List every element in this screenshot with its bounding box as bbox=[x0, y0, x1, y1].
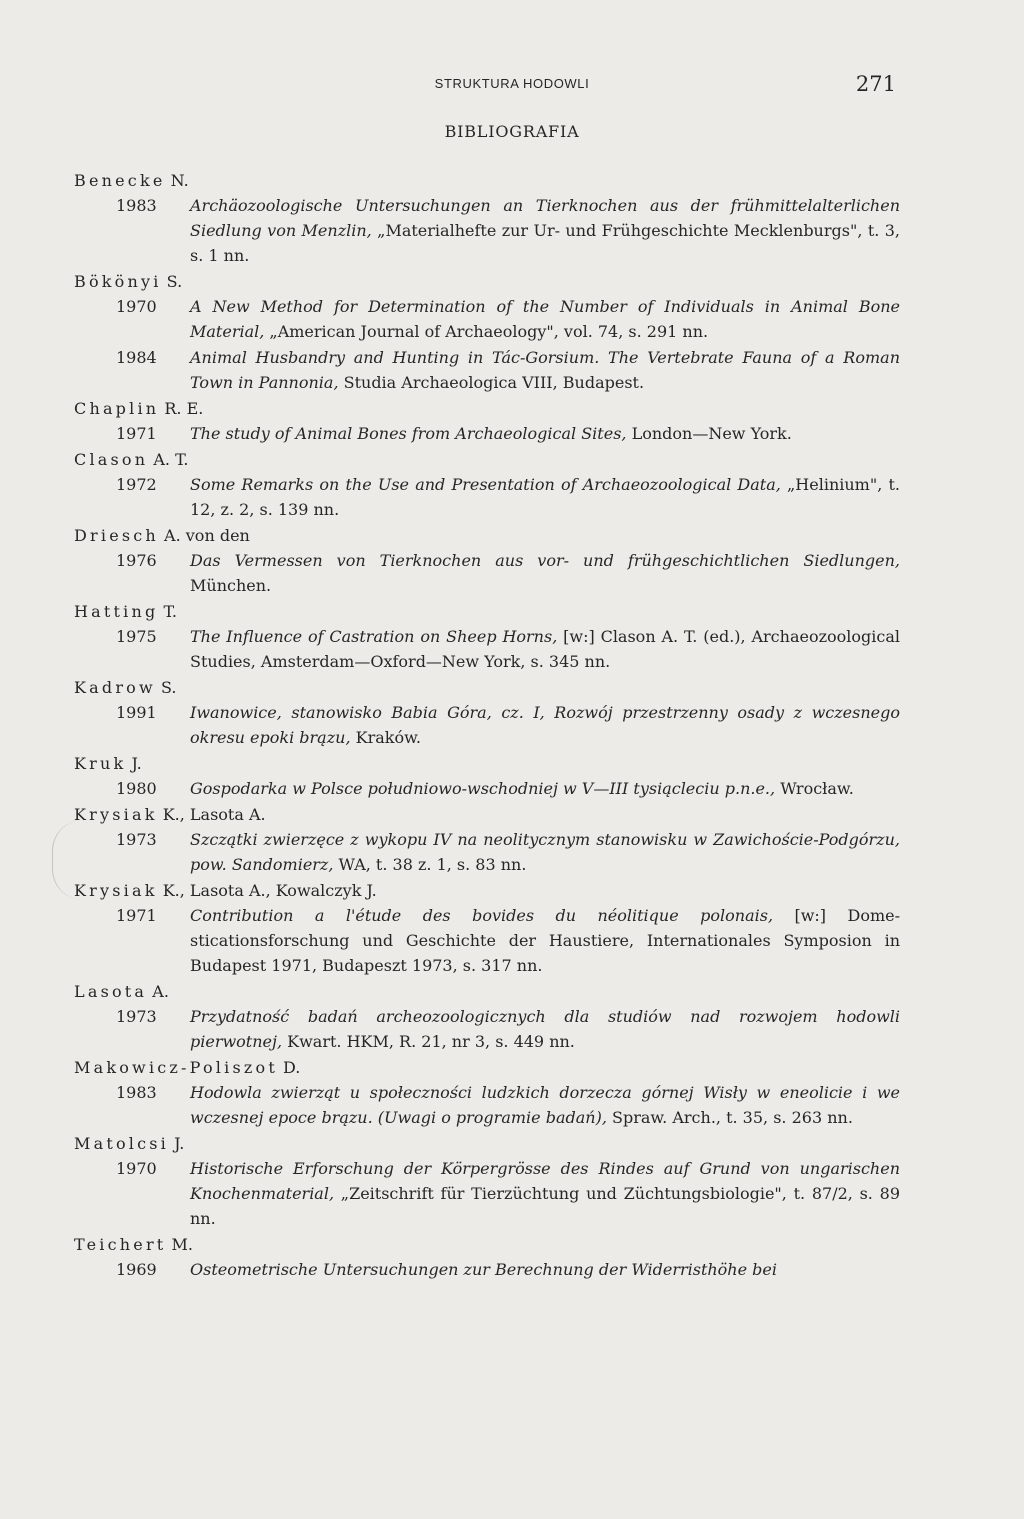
entry-year: 1991 bbox=[116, 703, 157, 722]
entry-details: „Helinium", t. 12, z. 2, s. 139 nn. bbox=[190, 475, 900, 519]
entry-text bbox=[160, 472, 900, 522]
author-heading bbox=[74, 1232, 900, 1257]
bibliography-entry bbox=[74, 1156, 900, 1231]
author-initials: S. bbox=[155, 678, 177, 697]
entry-text bbox=[160, 421, 900, 446]
author-initials: S. bbox=[161, 272, 183, 291]
author-surname: Kruk bbox=[74, 754, 127, 773]
author-initials: A. von den bbox=[158, 526, 250, 545]
bibliography-entry bbox=[74, 903, 900, 978]
entry-title: Szczątki zwierzęce z wykopu IV na neolitycznym stanowisku w Zawichoście-Podgórzu, pow. Sandomierz, bbox=[190, 830, 900, 874]
entry-title: Iwanowice, stanowisko Babia Góra, cz. I, Rozwój przestrzenny osady z wczesnego okresu epoki brązu, bbox=[190, 703, 900, 747]
entry-details: München. bbox=[190, 576, 272, 595]
entry-text bbox=[160, 193, 900, 268]
entry-title: Gospodarka w Polsce południowo-wschodniej w V—III tysiącleciu p.n.e., bbox=[190, 779, 776, 798]
entry-details: Wrocław. bbox=[775, 779, 854, 798]
entry-details: Kraków. bbox=[350, 728, 421, 747]
entry-title: Some Remarks on the Use and Presentation of Archaeozoological Data, bbox=[190, 475, 781, 494]
entry-title: Archäozoologische Untersuchungen an Tierknochen aus der frühmittelalterlichen Siedlung von Menzlin, bbox=[190, 196, 900, 240]
author-surname: Chaplin bbox=[74, 399, 160, 418]
section-heading: BIBLIOGRAFIA bbox=[444, 122, 580, 141]
entry-text bbox=[160, 294, 900, 344]
author-surname: Krysiak bbox=[74, 805, 158, 824]
entry-year: 1973 bbox=[116, 1007, 157, 1026]
author-initials: J. bbox=[126, 754, 142, 773]
entry-year: 1971 bbox=[116, 906, 157, 925]
entry-title: The Influence of Castration on Sheep Horns, bbox=[190, 627, 558, 646]
entry-title: Historische Erforschung der Körpergrösse des Rindes auf Grund von ungarischen Knochenmaterial, bbox=[190, 1159, 900, 1203]
entry-title: The study of Animal Bones from Archaeological Sites, bbox=[190, 424, 627, 443]
author-surname: Matolcsi bbox=[74, 1134, 169, 1153]
author-heading bbox=[74, 168, 900, 193]
author-initials: K., Lasota A. bbox=[157, 805, 266, 824]
entry-text bbox=[160, 700, 900, 750]
entry-year: 1983 bbox=[116, 1083, 157, 1102]
entry-details: „Materialhefte zur Ur- und Frühgeschichte Mecklenburgs", t. 3, s. 1 nn. bbox=[190, 221, 901, 265]
author-heading bbox=[74, 751, 900, 776]
entry-details: [w:] Clason A. T. (ed.), Archaeozoological Studies, Amsterdam—Oxford—New York, s. 345 nn. bbox=[190, 627, 900, 671]
bibliography-entry bbox=[74, 421, 900, 446]
bibliography-entry bbox=[74, 700, 900, 750]
author-initials: J. bbox=[169, 1134, 185, 1153]
author-heading bbox=[74, 269, 900, 294]
entry-details: [w:] Domesticationsforschung und Geschichte der Haustiere, Internationales Symposion in Budapest 1971, Budapeszt 1973, s. 317 nn. bbox=[190, 906, 901, 975]
entry-year: 1980 bbox=[116, 779, 157, 798]
author-initials: M. bbox=[166, 1235, 193, 1254]
author-initials: A. bbox=[147, 982, 169, 1001]
entry-details: WA, t. 38 z. 1, s. 83 nn. bbox=[333, 855, 527, 874]
bibliography-entry bbox=[74, 1004, 900, 1054]
bibliography-entry bbox=[74, 1257, 900, 1282]
author-surname: Bökönyi bbox=[74, 272, 162, 291]
entry-title: A New Method for Determination of the Number of Individuals in Animal Bone Material, bbox=[190, 297, 900, 341]
author-surname: Clason bbox=[74, 450, 149, 469]
entry-text bbox=[160, 903, 900, 978]
author-heading bbox=[74, 878, 900, 903]
entry-title: Contribution a l'étude des bovides du néolitique polonais, bbox=[190, 906, 774, 925]
author-initials: T. bbox=[158, 602, 177, 621]
author-surname: Lasota bbox=[74, 982, 148, 1001]
author-initials: R. E. bbox=[159, 399, 204, 418]
author-surname: Teichert bbox=[74, 1235, 167, 1254]
bibliography-entry bbox=[74, 548, 900, 598]
entry-text bbox=[160, 1080, 900, 1130]
author-heading bbox=[74, 599, 900, 624]
entry-text bbox=[160, 827, 900, 877]
bibliography-list bbox=[74, 168, 900, 1283]
entry-details: „Zeitschrift für Tierzüchtung und Züchtungsbiologie", t. 87/2, s. 89 nn. bbox=[190, 1184, 900, 1228]
author-heading bbox=[74, 1131, 900, 1156]
entry-details: Kwart. HKM, R. 21, nr 3, s. 449 nn. bbox=[282, 1032, 575, 1051]
entry-year: 1973 bbox=[116, 830, 157, 849]
author-surname: Driesch bbox=[74, 526, 159, 545]
entry-details: „American Journal of Archaeology", vol. 74, s. 291 nn. bbox=[264, 322, 709, 341]
entry-text bbox=[160, 1004, 900, 1054]
entry-details: Studia Archaeologica VIII, Budapest. bbox=[338, 373, 645, 392]
author-surname: Kadrow bbox=[74, 678, 156, 697]
entry-year: 1971 bbox=[116, 424, 157, 443]
entry-title: Hodowla zwierząt u społeczności ludzkich dorzecza górnej Wisły w eneolicie i we wczesnej epoce brązu. (Uwagi o programie badań), bbox=[190, 1083, 900, 1127]
running-head bbox=[0, 72, 1024, 102]
author-initials: N. bbox=[165, 171, 189, 190]
author-heading bbox=[74, 1055, 900, 1080]
author-heading bbox=[74, 523, 900, 548]
entry-title: Osteometrische Untersuchungen zur Berechnung der Widerristhöhe bei bbox=[190, 1260, 777, 1279]
entry-title: Animal Husbandry and Hunting in Tác-Gorsium. The Vertebrate Fauna of a Roman Town in Pannonia, bbox=[190, 348, 900, 392]
entry-year: 1975 bbox=[116, 627, 157, 646]
bibliography-entry bbox=[74, 827, 900, 877]
bibliography-entry bbox=[74, 776, 900, 801]
entry-year: 1983 bbox=[116, 196, 157, 215]
running-title: STRUKTURA HODOWLI bbox=[434, 76, 590, 91]
entry-year: 1970 bbox=[116, 297, 157, 316]
entry-details: Spraw. Arch., t. 35, s. 263 nn. bbox=[606, 1108, 853, 1127]
entry-year: 1972 bbox=[116, 475, 157, 494]
author-heading bbox=[74, 447, 900, 472]
entry-year: 1969 bbox=[116, 1260, 157, 1279]
entry-text bbox=[160, 776, 900, 801]
bibliography-entry bbox=[74, 193, 900, 268]
entry-title: Das Vermessen von Tierknochen aus vor- und frühgeschichtlichen Siedlungen, bbox=[190, 551, 900, 570]
author-heading bbox=[74, 979, 900, 1004]
bibliography-entry bbox=[74, 294, 900, 344]
author-surname: Makowicz-Poliszot bbox=[74, 1058, 278, 1077]
bibliography-entry bbox=[74, 472, 900, 522]
entry-details: London—New York. bbox=[626, 424, 792, 443]
bibliography-entry bbox=[74, 345, 900, 395]
bibliography-entry bbox=[74, 624, 900, 674]
entry-text bbox=[160, 1156, 900, 1231]
bibliography-entry bbox=[74, 1080, 900, 1130]
author-initials: K., Lasota A., Kowalczyk J. bbox=[157, 881, 377, 900]
author-heading bbox=[74, 675, 900, 700]
entry-text bbox=[160, 624, 900, 674]
entry-year: 1984 bbox=[116, 348, 157, 367]
entry-text bbox=[160, 1257, 900, 1282]
author-initials: A. T. bbox=[148, 450, 189, 469]
entry-text bbox=[160, 548, 900, 598]
author-surname: Hatting bbox=[74, 602, 159, 621]
author-heading bbox=[74, 802, 900, 827]
entry-year: 1976 bbox=[116, 551, 157, 570]
page-number: 271 bbox=[855, 72, 896, 96]
entry-year: 1970 bbox=[116, 1159, 157, 1178]
author-initials: D. bbox=[277, 1058, 301, 1077]
author-surname: Krysiak bbox=[74, 881, 158, 900]
author-heading bbox=[74, 396, 900, 421]
entry-title: Przydatność badań archeozoologicznych dla studiów nad rozwojem hodowli pierwotnej, bbox=[190, 1007, 900, 1051]
entry-text bbox=[160, 345, 900, 395]
author-surname: Benecke bbox=[74, 171, 166, 190]
